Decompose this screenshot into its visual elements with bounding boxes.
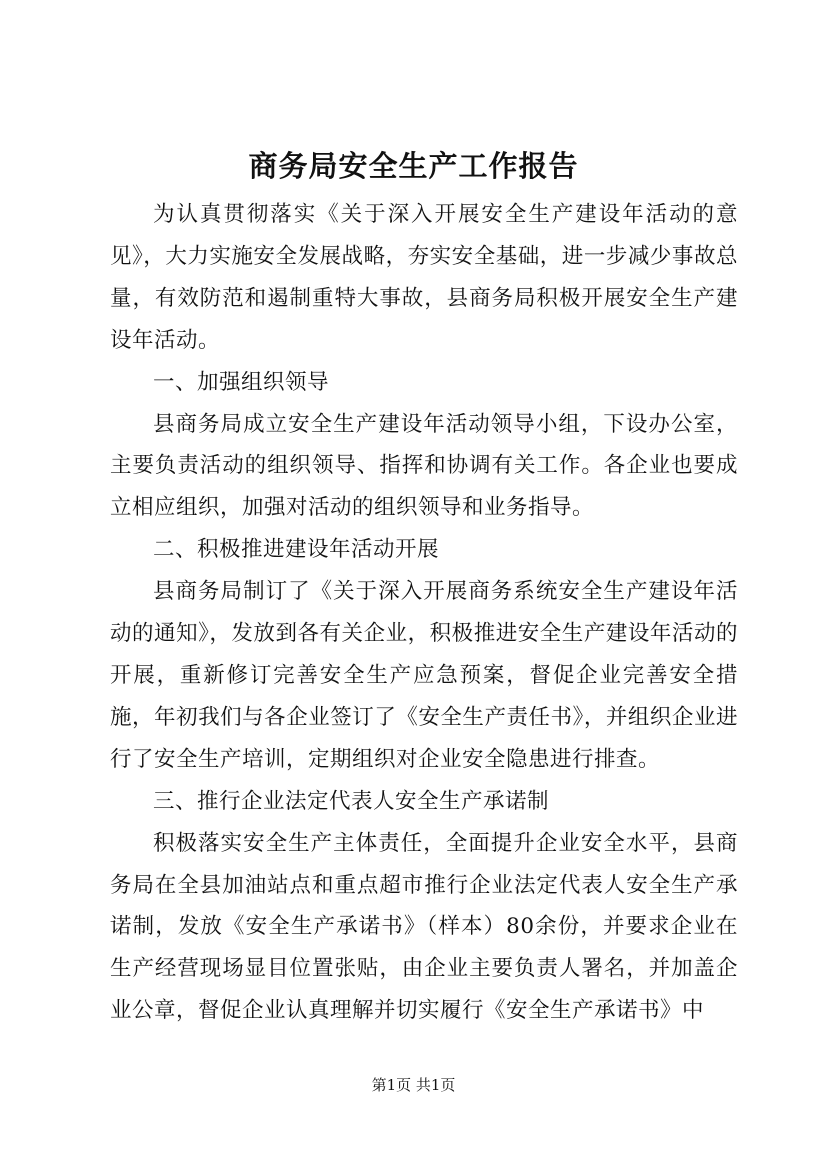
page-title: 商务局安全生产工作报告 xyxy=(248,149,579,183)
paragraph-intro: 为认真贯彻落实《关于深入开展安全生产建设年活动的意见》，大力实施安全发展战略，夯实安全基础，进一步减少事故总量，有效防范和遏制重特大事故，县商务局积极开展安全生产建设年活动。 xyxy=(110,202,738,353)
page-footer: 第1页 共1页 xyxy=(371,1076,456,1094)
section-heading-2: 二、积极推进建设年活动开展 xyxy=(153,537,440,563)
section-heading-1: 一、加强组织领导 xyxy=(153,369,330,395)
paragraph-section-1: 县商务局成立安全生产建设年活动领导小组，下设办公室，主要负责活动的组织领导、指挥和协调有关工作。各企业也要成立相应组织，加强对活动的组织领导和业务指导。 xyxy=(110,411,738,521)
document-body xyxy=(110,194,738,1032)
paragraph-section-3: 积极落实安全生产主体责任，全面提升企业安全水平，县商务局在全县加油站点和重点超市推行企业法定代表人安全生产承诺制，发放《安全生产承诺书》（样本）80余份，并要求企业在生产经营现场显目位置张贴，由企业主要负责人署名，并加盖企业公章，督促企业认真理解并切实履行《安全生产承诺书》中 xyxy=(110,830,738,1024)
section-heading-3: 三、推行企业法定代表人安全生产承诺制 xyxy=(153,788,550,814)
paragraph-section-2: 县商务局制订了《关于深入开展商务系统安全生产建设年活动的通知》，发放到各有关企业，积极推进安全生产建设年活动的开展，重新修订完善安全生产应急预案，督促企业完善安全措施，年初我们与各企业签订了《安全生产责任书》，并组织企业进行了安全生产培训，定期组织对企业安全隐患进行排查。 xyxy=(110,579,738,772)
